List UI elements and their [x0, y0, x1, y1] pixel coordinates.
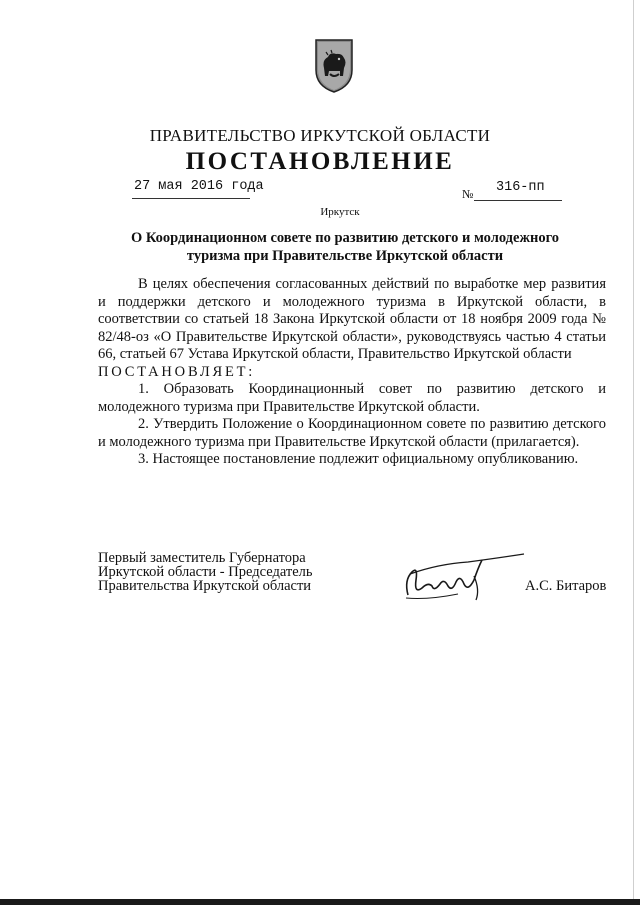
document-title	[110, 229, 580, 265]
number-underline	[474, 200, 562, 201]
position-line-2: Иркутской области - Председатель	[98, 564, 313, 580]
position-line-1: Первый заместитель Губернатора	[98, 550, 306, 566]
position-line-3: Правительства Иркутской области	[98, 578, 312, 594]
page-edge	[633, 0, 634, 905]
resolution-item-1: 1. Образовать Координационный совет по развитию детского и молодежного туризма при Правительстве Иркутской области.	[98, 381, 606, 415]
document-body	[98, 276, 606, 469]
handwritten-signature	[398, 550, 528, 610]
resolves-heading: ПОСТАНОВЛЯЕТ:	[98, 363, 256, 380]
organization-name: ПРАВИТЕЛЬСТВО ИРКУТСКОЙ ОБЛАСТИ	[149, 126, 491, 145]
scan-bottom-border	[0, 899, 640, 905]
title-line-1: О Координационном совете по развитию детского и молодежного	[130, 230, 560, 246]
intro-paragraph: В целях обеспечения согласованных действий по выработке мер развития и поддержки детского и молодежного туризма в Иркутской области, в соответствии со статьей 18 Закона Иркутской области от 18 ноября 2009 года № 82/48-оз «О Правительстве Иркутской области», руководствуясь частью 4 статьи 66, статьей 67 Устава Иркутской области, Правительство Иркутской области	[98, 276, 606, 362]
coat-of-arms-icon	[312, 38, 356, 94]
title-line-2: туризма при Правительстве Иркутской области	[186, 248, 504, 264]
signatory-position	[98, 551, 313, 593]
document-number: 316-пп	[496, 180, 545, 195]
resolution-item-2: 2. Утвердить Положение о Координационном совете по развитию детского и молодежного туризма при Правительстве Иркутской области (прилагается).	[98, 416, 606, 450]
document-date: 27 мая 2016 года	[134, 179, 264, 194]
city-name: Иркутск	[320, 206, 360, 218]
date-underline	[132, 198, 250, 199]
document-type: ПОСТАНОВЛЕНИЕ	[185, 148, 455, 175]
signatory-name: А.С. Битаров	[525, 578, 607, 594]
number-sign: №	[462, 187, 474, 201]
resolution-item-3: 3. Настоящее постановление подлежит официальному опубликованию.	[138, 451, 579, 467]
